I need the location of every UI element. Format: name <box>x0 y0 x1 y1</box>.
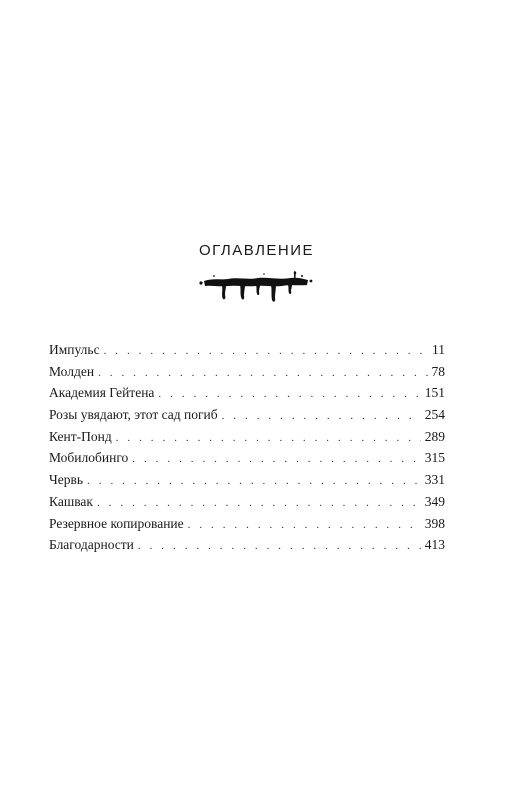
toc-entry[interactable] <box>49 491 445 513</box>
toc-entry-title: Резервное копирование <box>49 515 184 531</box>
toc-dot-leader <box>222 406 421 428</box>
toc-dot-leader <box>98 363 427 385</box>
toc-entry-title: Академия Гейтена <box>49 385 155 401</box>
toc-entry[interactable] <box>49 469 445 491</box>
toc-dot-leader <box>116 428 421 450</box>
toc-entry-page-number: 289 <box>424 428 445 444</box>
toc-entry-page-number: 413 <box>424 537 445 553</box>
toc-entry[interactable] <box>49 447 445 469</box>
toc-entry[interactable] <box>49 339 445 361</box>
toc-entry-title: Кент-Понд <box>49 428 112 444</box>
toc-entry-page-number: 315 <box>424 450 445 466</box>
toc-entry[interactable] <box>49 404 445 426</box>
toc-entry-title: Розы увядают, этот сад погиб <box>49 407 218 423</box>
toc-entry[interactable] <box>49 426 445 448</box>
toc-dot-leader <box>158 384 420 406</box>
toc-entry[interactable] <box>49 513 445 535</box>
toc-entry[interactable] <box>49 361 445 383</box>
toc-dot-leader <box>132 449 420 471</box>
toc-entry-page-number: 349 <box>424 493 445 509</box>
toc-dot-leader <box>188 515 421 537</box>
toc-entry-page-number: 78 <box>431 363 445 379</box>
toc-dot-leader <box>97 493 421 515</box>
toc-entry-title: Молден <box>49 363 95 379</box>
toc-entry-page-number: 398 <box>424 515 445 531</box>
toc-entry-page-number: 151 <box>424 385 445 401</box>
toc-entry-title: Мобилобинго <box>49 450 129 466</box>
toc-entry-title: Благодарности <box>49 537 134 553</box>
toc-entry-page-number: 254 <box>424 407 445 423</box>
toc-entry[interactable] <box>49 382 445 404</box>
ink-drip-ornament-icon <box>198 268 314 304</box>
toc-entry-title: Кашвак <box>49 493 93 509</box>
toc-entry-page-number: 11 <box>432 342 445 357</box>
toc-entry-title: Импульс <box>49 342 100 357</box>
toc-dot-leader <box>138 536 421 558</box>
toc-heading: ОГЛАВЛЕНИЕ <box>198 242 315 259</box>
toc-entry-page-number: 331 <box>424 472 445 488</box>
toc-dot-leader <box>104 341 428 363</box>
table-of-contents <box>49 339 445 556</box>
toc-dot-leader <box>87 471 421 493</box>
toc-entry[interactable] <box>49 534 445 556</box>
toc-entry-title: Червь <box>49 472 84 488</box>
